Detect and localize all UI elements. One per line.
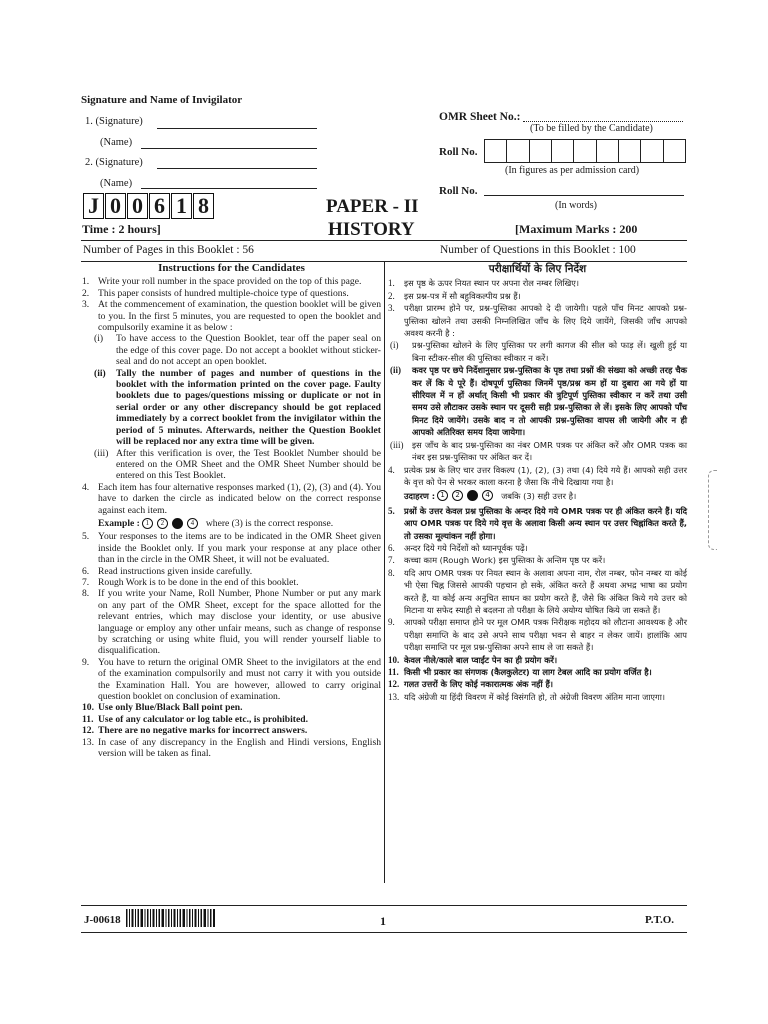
list-item: 4. Each item has four alternative responses marked (1), (2), (3) and (4). You have to darken the circle as indicated below on the correct response against each item. (82, 481, 381, 516)
list-item: 13. यदि अंग्रेजी या हिंदी विवरण में कोई विसंगति हो, तो अंग्रेजी विवरण अंतिम माना जाएगा। (388, 691, 665, 702)
list-item: 5. Your responses to the items are to be indicated in the OMR Sheet given inside the Booklet only. If you mark your response at any place other than in the circle in the OMR Sheet, it will not be evaluated. (82, 531, 381, 566)
pto-label: P.T.O. (645, 914, 675, 926)
list-item: 9. आपको परीक्षा समाप्त होने पर मूल OMR पत्रक निरीक्षक महोदय को लौटाना आवश्यक है और परीक्षा समाप्ति के बाद उसे अपने साथ परीक्षा भवन से बाहर न लेकर जायें। हालांकि आप परीक्षा समाप्ति पर मूल प्रश्न-पुस्तिका अपने साथ ले जा सकते हैं। (388, 617, 687, 653)
option-circle: 4 (187, 518, 198, 529)
list-item: 11. Use of any calculator or log table etc., is prohibited. (82, 713, 308, 725)
list-item: 3. परीक्षा प्रारम्भ होने पर, प्रश्न-पुस्तिका आपको दे दी जायेगी। पहले पाँच मिनट आपको प्रश्न-पुस्तिका खोलने तथा उसकी निम्नलिखित जाँच के लिए दिये जायेंगे, जिसकी जाँच आपको अवश्य करनी है : (388, 303, 687, 339)
page-number: 1 (380, 914, 386, 928)
list-item: 12. गलत उत्तरों के लिए कोई नकारात्मक अंक नहीं हैं। (388, 679, 554, 690)
list-item: 7. कच्चा काम (Rough Work) इस पुस्तिका के अन्तिम पृष्ठ पर करें। (388, 555, 606, 566)
list-sub-item: (ii) Tally the number of pages and number of questions in the booklet with the information printed on the cover page. Faulty booklets due to pages/questions missing or duplicate or not in serial order or any other discrepancy should be got replaced immediately by a correct booklet from the invigilator within the period of 5 minutes. Afterwards, neither the Question Booklet will be replaced nor any extra time will be given. (94, 367, 381, 448)
option-circle-filled (172, 518, 183, 529)
signature-2-line[interactable] (157, 168, 317, 169)
list-item: 2. This paper consists of hundred multiple-choice type of questions. (82, 287, 349, 299)
option-circle-filled (467, 490, 478, 501)
option-circle: 1 (437, 490, 448, 501)
english-instructions (82, 263, 381, 759)
omr-sheet-label: OMR Sheet No.: (439, 111, 521, 123)
list-item: 11. किसी भी प्रकार का संगणक (कैलकुलेटर) या लाग टेबल आदि का प्रयोग वर्जित है। (388, 667, 652, 677)
list-item: 1. इस पृष्ठ के ऊपर नियत स्थान पर अपना रोल नम्बर लिखिए। (388, 278, 580, 289)
list-sub-item: (i) To have access to the Question Booklet, tear off the paper seal on the edge of this cover page. Do not accept a booklet without sticker-seal and do not accept an open booklet. (94, 333, 381, 368)
list-item: 10. केवल नीले/काले बाल प्वाईंट पेन का ही प्रयोग करें। (388, 654, 558, 665)
list-sub-item: (ii) कवर पृष्ठ पर छपे निर्देशानुसार प्रश्न-पुस्तिका के पृष्ठ तथा प्रश्नों की संख्या को अच्छी तरह चैक कर लें कि ये पूरे हैं। दोषपूर्ण पुस्तिका जिनमें पृष्ठ/प्रश्न कम हों या दुबारा आ गये हों या सीरियल में न हों अर्थात् किसी भी प्रकार की त्रुटिपूर्ण पुस्तिका स्वीकार न करें तथा उसी समय उसे लौटाकर उसके स्थान पर दूसरी सही प्रश्न-पुस्तिका ले लें। इसके लिए आपको पाँच मिनट दिये जायेंगे। उसके बाद न तो आपकी प्रश्न-पुस्तिका वापस ली जायेगी और न ही आपको अतिरिक्त समय दिया जायेगा। (390, 365, 687, 438)
roll-no-label: Roll No. (439, 146, 478, 158)
list-item: 4. प्रत्येक प्रश्न के लिए चार उत्तर विकल्प (1), (2), (3) तथा (4) दिये गये हैं। आपको सही उत्तर के वृत्त को पेन से भरकर काला करना है जैसा कि नीचे दिखाया गया है। (388, 464, 687, 487)
barcode-icon (126, 909, 216, 927)
option-circle: 4 (482, 490, 493, 501)
column-divider (384, 261, 385, 883)
signature-2-label: 2. (Signature) (85, 157, 143, 168)
list-item: 3. At the commencement of examination, the question booklet will be given to you. In the first 5 minutes, you are requested to open the booklet and compulsorily examine it as below : (82, 299, 381, 334)
max-marks: [Maximum Marks : 200 (515, 222, 638, 236)
option-circle: 2 (452, 490, 463, 501)
roll-no-boxes[interactable] (484, 139, 686, 163)
roll-no-words-note: (In words) (555, 200, 597, 211)
list-item: 6. अन्दर दिये गये निर्देशों को ध्यानपूर्वक पढ़ें। (388, 542, 528, 553)
footer-code: J-00618 (84, 914, 121, 926)
list-item: 5. प्रश्नों के उत्तर केवल प्रश्न पुस्तिका के अन्दर दिये गये OMR पत्रक पर ही अंकित करने हैं। यदि आप OMR पत्रक पर दिये गये वृत्त के अलावा किसी अन्य स्थान पर उत्तर चिह्नांकित करते हैं, तो उसका मूल्यांकन नहीं होगा। (388, 505, 687, 541)
name-1-label: (Name) (100, 137, 133, 148)
list-sub-item: (iii) इस जाँच के बाद प्रश्न-पुस्तिका का नंबर OMR पत्रक पर अंकित करें और OMR पत्रक का नंबर इस प्रश्न-पुस्तिका पर अंकित कर दें। (390, 439, 687, 463)
name-2-label: (Name) (100, 178, 133, 189)
list-item: 1. Write your roll number in the space provided on the top of this page. (82, 276, 362, 288)
list-item: 7. Rough Work is to be done in the end of this booklet. (82, 576, 299, 588)
roll-no-words-label: Roll No. (439, 185, 478, 197)
booklet-code-char: 1 (171, 193, 192, 219)
booklet-code-char: 0 (105, 193, 126, 219)
binding-marker (708, 470, 717, 550)
list-item: 6. Read instructions given inside carefully. (82, 565, 253, 577)
booklet-code-char: 6 (149, 193, 170, 219)
name-2-line[interactable] (141, 188, 317, 189)
booklet-code-char: J (83, 193, 104, 219)
name-1-line[interactable] (141, 148, 317, 149)
list-item: 10. Use only Blue/Black Ball point pen. (82, 702, 243, 714)
signature-1-line[interactable] (157, 128, 317, 129)
list-sub-item: (i) प्रश्न-पुस्तिका खोलने के लिए पुस्तिका पर लगी कागज की सील को फाड़ लें। खुली हुई या बिना स्टीकर-सील की पुस्तिका स्वीकार न करें। (390, 340, 687, 363)
list-item: 8. If you write your Name, Roll Number, Phone Number or put any mark on any part of the OMR Sheet, except for the space allotted for the relevant entries, which may disclose your identity, or use abusive language or employ any other unfair means, such as change of response by scratching or using white fluid, you will render yourself liable to disqualification. (82, 588, 381, 657)
hindi-instructions (388, 263, 687, 703)
list-item: 9. You have to return the original OMR Sheet to the invigilators at the end of the examination compulsorily and must not carry it with you outside the Examination Hall. You are however, allowed to carry original question booklet on conclusion of examination. (82, 656, 381, 703)
booklet-code-char: 8 (193, 193, 214, 219)
questions-count: Number of Questions in this Booklet : 100 (440, 244, 636, 256)
hindi-heading: परीक्षार्थियों के लिए निर्देश (488, 263, 587, 275)
booklet-code-char: 0 (127, 193, 148, 219)
example-row: Example : 1 2 4 where (3) is the correct response. (98, 517, 334, 529)
invigilator-title: Signature and Name of Invigilator (81, 94, 243, 106)
list-sub-item: (iii) After this verification is over, the Test Booklet Number should be entered on the OMR Sheet and the OMR Sheet Number should be entered on this Test Booklet. (94, 447, 381, 482)
divider (81, 240, 687, 241)
booklet-code (83, 193, 215, 219)
example-row: उदाहरण : 1 2 4 जबकि (3) सही उत्तर है। (404, 491, 577, 502)
list-item: 2. इस प्रश्न-पत्र में सौ बहुविकल्पीय प्रश्न हैं। (388, 290, 521, 301)
list-item: 12. There are no negative marks for incorrect answers. (82, 725, 308, 737)
omr-sheet-note: (To be filled by the Candidate) (530, 123, 653, 134)
signature-1-label: 1. (Signature) (85, 116, 143, 127)
omr-sheet-field[interactable] (523, 121, 683, 122)
option-circle: 1 (142, 518, 153, 529)
subject-title: HISTORY (328, 219, 415, 240)
roll-no-words-field[interactable] (484, 195, 684, 196)
english-heading: Instructions for the Candidates (158, 262, 305, 274)
roll-no-note: (In figures as per admission card) (505, 165, 640, 176)
pages-count: Number of Pages in this Booklet : 56 (83, 244, 254, 256)
list-item: 13. In case of any discrepancy in the English and Hindi versions, English version will be taken as final. (82, 736, 381, 760)
paper-title: PAPER - II (326, 196, 419, 217)
time-label: Time : 2 hours] (82, 222, 161, 236)
list-item: 8. यदि आप OMR पत्रक पर नियत स्थान के अलावा अपना नाम, रोल नम्बर, फोन नम्बर या कोई भी ऐसा चिह्न जिससे आपकी पहचान हो सके, अंकित करते हैं अथवा अभद्र भाषा का प्रयोग करते हैं, या कोई अन्य अनुचित साधन का प्रयोग करते हैं, जैसे कि अंकित किये गये उत्तर को मिटाना या सफेद स्याही से बदलना तो परीक्षा के लिये अयोग्य घोषित किये जा सकते हैं। (388, 567, 687, 615)
option-circle: 2 (157, 518, 168, 529)
